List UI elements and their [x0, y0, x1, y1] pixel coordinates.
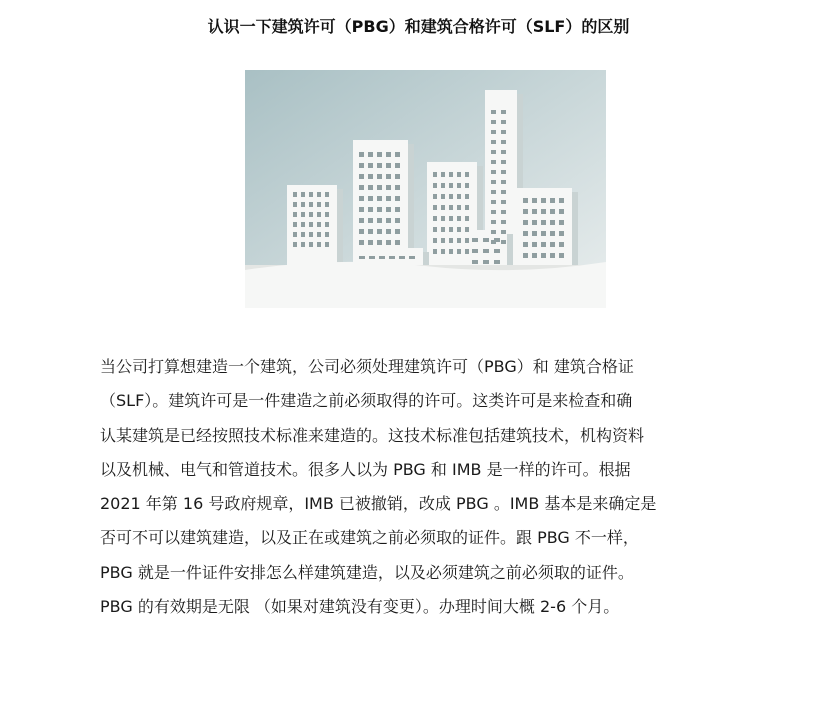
- building-window: [441, 194, 445, 199]
- building-window: [359, 163, 364, 168]
- building-window: [541, 242, 546, 247]
- building-window: [309, 212, 313, 217]
- building-window: [501, 210, 506, 214]
- building-window: [368, 163, 373, 168]
- building-window: [559, 198, 564, 203]
- building-window: [523, 209, 528, 214]
- building-window: [523, 220, 528, 225]
- building-window: [325, 212, 329, 217]
- building-window: [368, 174, 373, 179]
- building-window: [317, 202, 321, 207]
- building-window: [457, 183, 461, 188]
- hero-image: [245, 70, 606, 308]
- building-window: [395, 207, 400, 212]
- building-window: [449, 227, 453, 232]
- building-window: [293, 212, 297, 217]
- building-window: [433, 249, 437, 254]
- building-window: [494, 260, 500, 264]
- building-window: [501, 120, 506, 124]
- building-window: [433, 216, 437, 221]
- building-window: [523, 253, 528, 258]
- building-window: [465, 205, 469, 210]
- building-window: [395, 163, 400, 168]
- building-window: [386, 152, 391, 157]
- building-window: [395, 229, 400, 234]
- building-window: [501, 190, 506, 194]
- building-window: [532, 242, 537, 247]
- building-window: [550, 220, 555, 225]
- building-window: [449, 238, 453, 243]
- building-window: [541, 209, 546, 214]
- building-window: [368, 185, 373, 190]
- building-window: [457, 227, 461, 232]
- building-window: [389, 256, 395, 259]
- building-window: [325, 202, 329, 207]
- building-window: [359, 174, 364, 179]
- building-window: [491, 200, 496, 204]
- building-window: [309, 232, 313, 237]
- building-window: [491, 150, 496, 154]
- building-window: [386, 174, 391, 179]
- building-window: [449, 205, 453, 210]
- building-window: [359, 218, 364, 223]
- building-window: [501, 160, 506, 164]
- building-window: [377, 240, 382, 245]
- ground-wave: [245, 262, 606, 308]
- building-window: [465, 172, 469, 177]
- building-window: [465, 249, 469, 254]
- building-window: [368, 196, 373, 201]
- building-window: [532, 231, 537, 236]
- building-window: [359, 207, 364, 212]
- building-window: [359, 256, 365, 259]
- building-window: [325, 232, 329, 237]
- building-window: [501, 170, 506, 174]
- city-skyline-illustration: [245, 70, 606, 308]
- building-window: [395, 218, 400, 223]
- building-window: [433, 172, 437, 177]
- building-window: [550, 198, 555, 203]
- building-window: [449, 194, 453, 199]
- building-window: [523, 198, 528, 203]
- building-window: [501, 220, 506, 224]
- building-window: [441, 172, 445, 177]
- article-body: [100, 350, 725, 624]
- building-window: [379, 256, 385, 259]
- building-window: [433, 205, 437, 210]
- building-window: [559, 209, 564, 214]
- building-window: [441, 216, 445, 221]
- building-window: [532, 220, 537, 225]
- building-window: [457, 216, 461, 221]
- building-window: [395, 174, 400, 179]
- building-window: [559, 220, 564, 225]
- building-window: [541, 253, 546, 258]
- building-window: [386, 229, 391, 234]
- building-window: [532, 209, 537, 214]
- building-window: [368, 229, 373, 234]
- body-line: 当公司打算想建造一个建筑，公司必须处理建筑许可（PBG）和 建筑合格证: [100, 357, 634, 376]
- building-window: [409, 256, 415, 259]
- building-window: [386, 218, 391, 223]
- building-window: [433, 238, 437, 243]
- building-window: [501, 200, 506, 204]
- building-window: [317, 232, 321, 237]
- building-window: [550, 231, 555, 236]
- building-window: [491, 220, 496, 224]
- building-window: [377, 163, 382, 168]
- building-window: [491, 140, 496, 144]
- building-window: [465, 194, 469, 199]
- building-window: [483, 260, 489, 264]
- building-window: [449, 216, 453, 221]
- building-window: [491, 170, 496, 174]
- building-window: [457, 249, 461, 254]
- building-window: [441, 249, 445, 254]
- building-window: [386, 185, 391, 190]
- building-window: [457, 172, 461, 177]
- building-window: [293, 242, 297, 247]
- building-window: [441, 183, 445, 188]
- building-window: [293, 222, 297, 227]
- building-window: [491, 190, 496, 194]
- building-window: [491, 180, 496, 184]
- building-window: [494, 238, 500, 242]
- building-window: [368, 207, 373, 212]
- building-window: [491, 120, 496, 124]
- building-window: [457, 205, 461, 210]
- building-window: [501, 240, 506, 244]
- building-window: [441, 227, 445, 232]
- building-window: [359, 152, 364, 157]
- body-line: （SLF）。建筑许可是一件建造之前必须取得的许可。这类许可是来检查和确: [100, 391, 633, 411]
- building-window: [386, 163, 391, 168]
- building-window: [491, 160, 496, 164]
- building-window: [541, 220, 546, 225]
- building-window: [523, 242, 528, 247]
- building-window: [293, 202, 297, 207]
- building-window: [317, 192, 321, 197]
- building-window: [317, 212, 321, 217]
- building-window: [377, 229, 382, 234]
- building-window: [309, 242, 313, 247]
- building-window: [501, 110, 506, 114]
- building-window: [386, 240, 391, 245]
- building-window: [550, 209, 555, 214]
- building-window: [377, 196, 382, 201]
- building-window: [395, 196, 400, 201]
- building-window: [395, 152, 400, 157]
- building-window: [301, 212, 305, 217]
- building-window: [377, 218, 382, 223]
- building-window: [309, 202, 313, 207]
- building-window: [501, 180, 506, 184]
- building-window: [301, 232, 305, 237]
- building-window: [441, 205, 445, 210]
- building-window: [550, 253, 555, 258]
- building-window: [501, 230, 506, 234]
- building-window: [309, 192, 313, 197]
- building-window: [441, 238, 445, 243]
- building-window: [501, 140, 506, 144]
- building-window: [559, 242, 564, 247]
- building-window: [395, 240, 400, 245]
- body-line: 否可不可以建筑建造，以及正在或建筑之前必须取的证件。跟 PBG 不一样，: [100, 528, 639, 548]
- building-window: [483, 238, 489, 242]
- building-window: [457, 194, 461, 199]
- building-window: [377, 174, 382, 179]
- building-window: [368, 152, 373, 157]
- building-window: [395, 185, 400, 190]
- building-window: [377, 207, 382, 212]
- building-window: [465, 238, 469, 243]
- building-window: [465, 227, 469, 232]
- building-window: [472, 238, 478, 242]
- building-window: [433, 183, 437, 188]
- building-window: [369, 256, 375, 259]
- building-window: [359, 229, 364, 234]
- building-window: [301, 192, 305, 197]
- building-window: [377, 152, 382, 157]
- building-window: [559, 253, 564, 258]
- building-window: [491, 230, 496, 234]
- building-window: [541, 231, 546, 236]
- building-window: [293, 232, 297, 237]
- building-window: [457, 238, 461, 243]
- building-window: [301, 242, 305, 247]
- building-window: [491, 210, 496, 214]
- building-window: [433, 194, 437, 199]
- building-window: [523, 231, 528, 236]
- building-window: [483, 249, 489, 253]
- body-line: PBG 就是一件证件安排怎么样建筑建造，以及必须建筑之前必须取的证件。: [100, 562, 634, 582]
- building-window: [532, 253, 537, 258]
- building-window: [449, 172, 453, 177]
- building-window: [325, 242, 329, 247]
- body-line: PBG 的有效期是无限 （如果对建筑没有变更）。办理时间大概 2-6 个月。: [100, 597, 620, 617]
- building-window: [377, 185, 382, 190]
- building-window: [559, 231, 564, 236]
- building-window: [359, 196, 364, 201]
- building-window: [301, 222, 305, 227]
- building-window: [491, 130, 496, 134]
- body-line: 2021 年第 16 号政府规章，IMB 已被撤销，改成 PBG 。IMB 基本是来确定是: [100, 494, 657, 514]
- article-title: 认识一下建筑许可（PBG）和建筑合格许可（SLF）的区别: [207, 17, 630, 36]
- building-window: [386, 196, 391, 201]
- body-line: 认某建筑是已经按照技术标准来建造的。这技术标准包括建筑技术，机构资料: [100, 425, 645, 445]
- building-window: [472, 260, 478, 264]
- building-window: [317, 222, 321, 227]
- building-window: [368, 218, 373, 223]
- building-window: [399, 256, 405, 259]
- building-window: [465, 216, 469, 221]
- building-window: [309, 222, 313, 227]
- building-window: [325, 222, 329, 227]
- building-window: [386, 207, 391, 212]
- building-window: [368, 240, 373, 245]
- building-window: [541, 198, 546, 203]
- building-window: [472, 249, 478, 253]
- building-window: [317, 242, 321, 247]
- building-window: [359, 185, 364, 190]
- building-window: [501, 130, 506, 134]
- body-line: 以及机械、电气和管道技术。很多人以为 PBG 和 IMB 是一样的许可。根据: [100, 459, 631, 479]
- building-window: [449, 249, 453, 254]
- building-window: [550, 242, 555, 247]
- building-window: [449, 183, 453, 188]
- building-window: [293, 192, 297, 197]
- building-window: [301, 202, 305, 207]
- building-window: [494, 249, 500, 253]
- building-window: [325, 192, 329, 197]
- building-window: [532, 198, 537, 203]
- building-window: [491, 110, 496, 114]
- building-window: [465, 183, 469, 188]
- building-window: [359, 240, 364, 245]
- building-window: [433, 227, 437, 232]
- building-window: [501, 150, 506, 154]
